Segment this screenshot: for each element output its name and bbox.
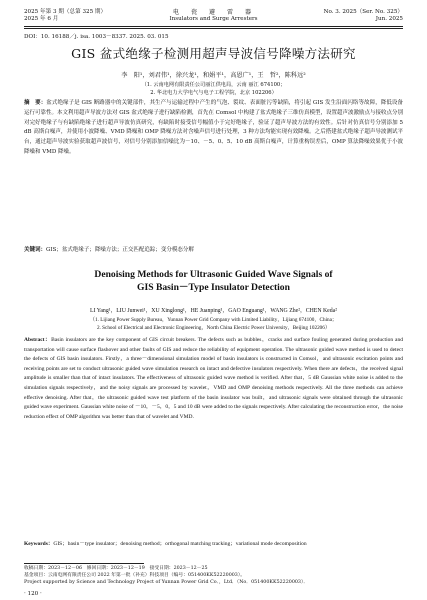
keywords-en-text: GIS；basin－type insulator；denoising method；orthogonal matching tracking；variational mode decomposition [53,541,307,547]
affiliation-cn-1: （1. 云南电网有限责任公司丽江供电局，云南 丽江 674100； [141,82,286,88]
affiliation-en-1: （1. Lijiang Power Supply Bureau，Yunnan Power Grid Company with Limited Liability，Lijiang 674100，China； [89,317,338,323]
keywords-en-label: Keywords： [24,541,54,547]
journal-name-cn: 电 瓷 避 雷 器 [172,9,254,16]
issue-en: No. 3. 2025（Ser. No. 325） [323,9,403,15]
authors-cn: 李 阳¹，刘君伟¹，徐兴龙¹，和娟平¹，高恩广¹，王 哲²，陈科远² [121,72,306,79]
paper-title-en-line-1: Denoising Methods for Ultrasonic Guided Wave Signals of [94,269,333,280]
footnote-fund-en: Project supported by Science and Technology Project of Yunnan Power Grid Co．，Ltd．（No．051400KK52220003）． [24,580,309,585]
header-rule-bottom [24,28,403,29]
paper-title-cn: GIS 盆式绝缘子检测用超声导波信号降噪方法研究 [71,46,356,61]
affiliation-en-2: 2. School of Electrical and Electronic Engineering，North China Electric Power University，Beijing 102206） [96,325,331,332]
affiliation-cn-2: 2. 华北电力大学电气与电子工程学院，北京 102206） [150,90,277,96]
month-cn: 2025 年 6 月 [24,16,59,22]
footnote-fund-cn: 基金项目：云南电网有限责任公司 2022 年第一批（补充）科技项目（编号：051400KK52220003）。 [24,573,246,578]
doi: DOI：10. 16188／j. isa. 1003－8337. 2025. 03. 015 [24,34,169,40]
paper-title-en [0,268,427,294]
footnote-received: 收稿日期：2023－12－06 修回日期：2023－12－19 接受日期：2023－12－25 [24,566,208,571]
affiliations-cn [0,81,427,97]
page-number: · 120 · [24,591,42,597]
abstract-cn-label: 摘 要： [24,100,47,106]
header-right [324,9,403,23]
keywords-en [24,540,403,550]
keywords-cn [24,246,403,256]
abstract-en [24,336,403,422]
affiliations-en [0,316,427,333]
journal-name-en: Insulators and Surge Arresters [169,16,258,22]
keywords-cn-label: 关键词： [24,247,47,253]
month-en: Jun. 2025 [375,16,403,22]
abstract-cn [24,99,403,158]
abstract-cn-text: 盆式绝缘子是 GIS 断路器中的关键部件，其生产与运输过程中产生的气泡、裂纹、表面脏污等缺陷，将引起 GIS 发生沿面闪络等故障，降低设备运行可靠性。本文利用超声导波方法对 GIS 盆式绝缘子进行缺陷检测，首先在 Comsol 中构建了盆式绝缘子三维仿真模型，设置超声波激励点与接收点分别对完好绝缘子与有缺陷绝缘子进行超声导波仿真研究，有缺陷时接受信号幅值小于完好绝缘子，验证了超声导波方法的有效性。后针对仿真信号分别添加 5 dB 高斯白噪声，并使用小波降噪、VMD 降噪和 OMP 降噪方法对含噪声信号进行处理，3 种方法均能实现有效降噪。之后搭建盆式绝缘子超声导波测试平台，通过超声导波实验获取超声波信号，对信号分别添加信噪比为－10、－5、0、5、10 dB 高斯白噪声，计算重构误差后，OMP 算法降噪效果优于小波降噪和 VMD 降噪。 [24,100,403,155]
footnote-rule [24,563,144,564]
authors-en: LI Yang¹，LIU Junwei¹，XU Xinglong¹，HE Juanping¹，GAO Enguang¹，WANG Zhe²，CHEN Keda² [90,308,337,314]
issue-cn: 2025 年第 3 期（总第 325 期） [24,9,107,15]
abstract-en-text: Basin insulators are the key component of GIS circuit breakers. The defects such as bubbles，cracks and surface fouling generated during production and transportation will cause surface flashover and other faults of GIS and reduce the reliability of equipment operation. The ultrasonic guided wave method is used to detect the defects of GIS basin insulators. Firstly，a three－dimensional simulation model of basin insulators is constructed in Comsol，and ultrasonic excitation points and receiving points are set to conduct ultrasonic guided wave simulation research on intact and defective insulators respectively. When there are defects，the received signal amplitude is smaller than that of intact insulators. The effectiveness of ultrasonic guided wave method is verified. After that，5 dB Gaussian white noise is added to the simulation signals respectively，and the noisy signals are processed by wavelet，VMD and OMP denoising methods respectively. All the three methods can achieve effective denoising. After that，the ultrasonic guided wave test platform of the basin insulator was built，and ultrasonic signals were obtained through the ultrasonic guided wave experiment. Gaussian white noise of －10，－5，0，5 and 10 dB were added to the signals respectively. After calculating the reconstruction error，the noise reduction effect of OMP algorithm was better than that of wavelet and VMD. [24,337,404,420]
abstract-en-label: Abstract： [24,337,52,343]
keywords-cn-text: GIS；盆式绝缘子；降噪方法；正交匹配追踪；变分模态分解 [46,247,194,253]
paper-title-en-line-2: GIS Basin－Type Insulator Detection [137,282,290,293]
